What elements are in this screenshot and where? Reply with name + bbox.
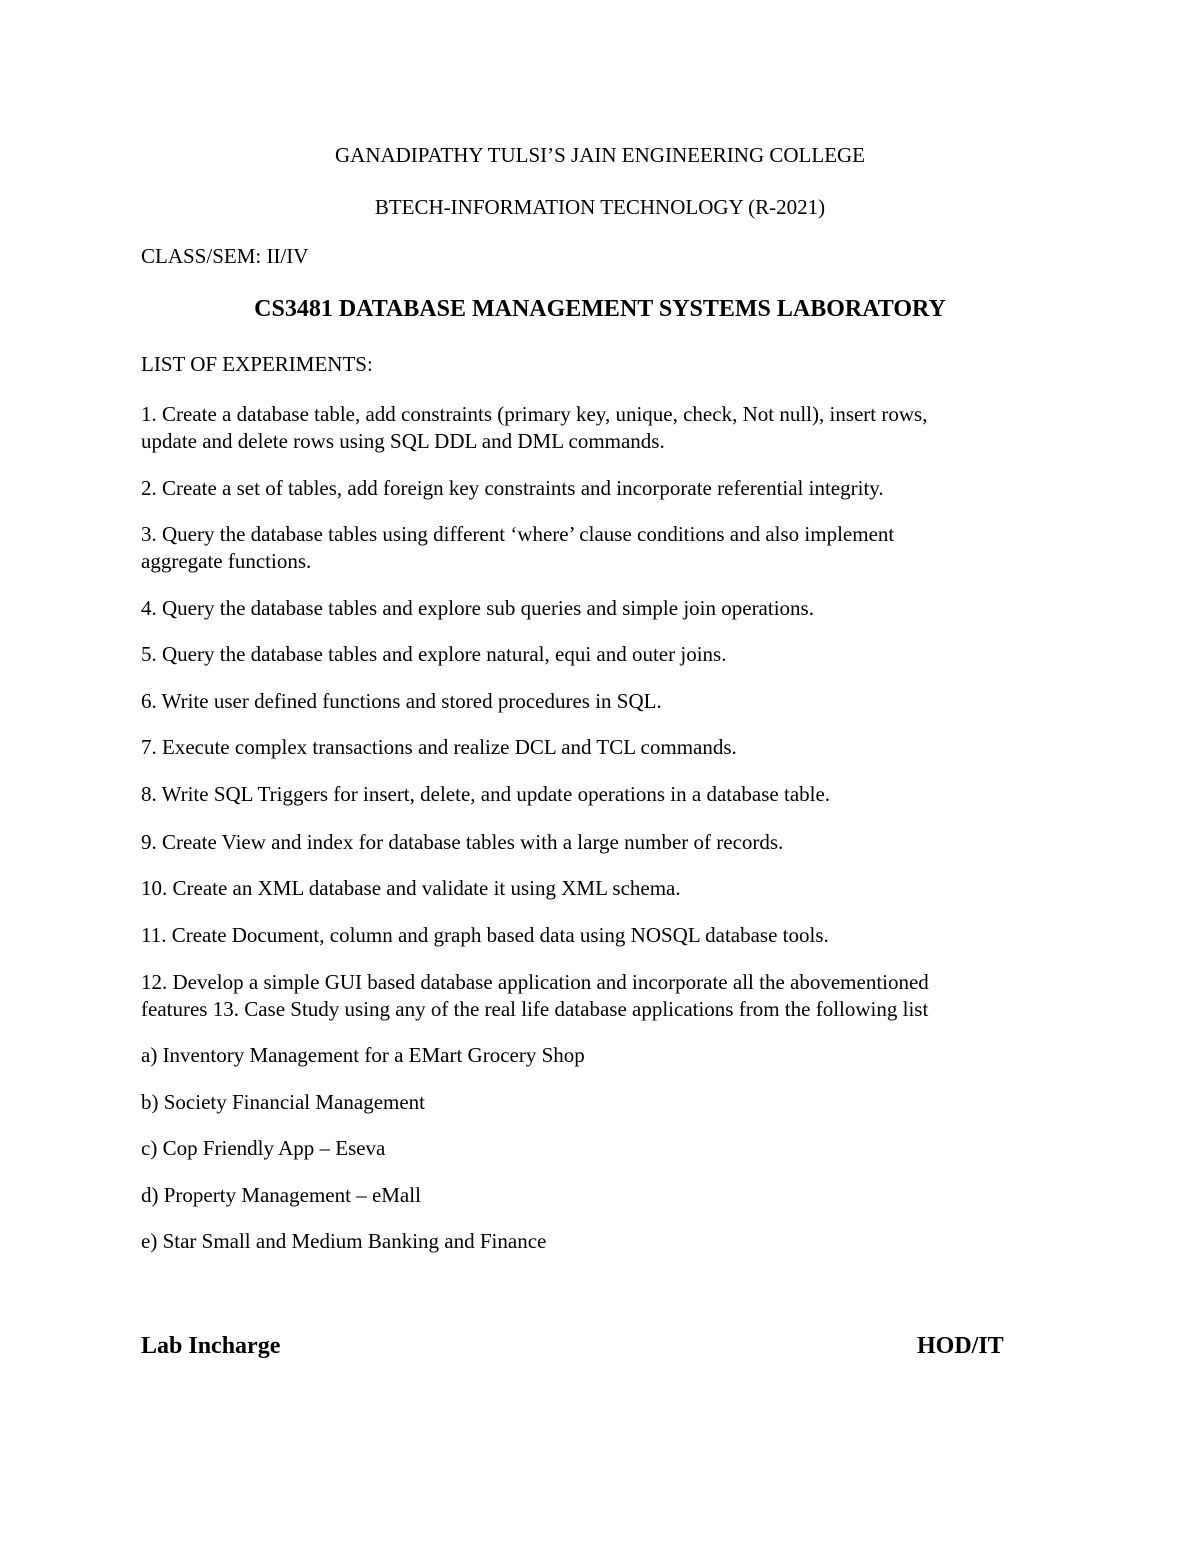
- case-study-a: a) Inventory Management for a EMart Grocery Shop: [141, 1043, 585, 1067]
- experiment-4: 4. Query the database tables and explore sub queries and simple join operations.: [141, 596, 814, 620]
- experiment-2: 2. Create a set of tables, add foreign key constraints and incorporate referential integrity.: [141, 476, 884, 500]
- experiment-1-line-1: 1. Create a database table, add constraints (primary key, unique, check, Not null), insert rows,: [141, 402, 928, 426]
- experiment-8: 8. Write SQL Triggers for insert, delete, and update operations in a database table.: [141, 782, 831, 806]
- experiment-10: 10. Create an XML database and validate it using XML schema.: [141, 876, 681, 900]
- experiment-1-line-2: update and delete rows using SQL DDL and DML commands.: [141, 429, 665, 453]
- college-name: GANADIPATHY TULSI’S JAIN ENGINEERING COLLEGE: [334, 143, 866, 167]
- case-study-d: d) Property Management – eMall: [141, 1183, 421, 1207]
- program-name: BTECH-INFORMATION TECHNOLOGY (R-2021): [374, 195, 826, 219]
- case-study-c: c) Cop Friendly App – Eseva: [141, 1136, 386, 1160]
- experiment-5: 5. Query the database tables and explore natural, equi and outer joins.: [141, 642, 727, 666]
- list-heading: LIST OF EXPERIMENTS:: [141, 352, 373, 376]
- experiment-7: 7. Execute complex transactions and realize DCL and TCL commands.: [141, 735, 737, 759]
- experiment-12-line-2: features 13. Case Study using any of the real life database applications from the following list: [141, 997, 929, 1021]
- experiment-11: 11. Create Document, column and graph based data using NOSQL database tools.: [141, 923, 829, 947]
- experiment-12-line-1: 12. Develop a simple GUI based database application and incorporate all the abovementioned: [141, 970, 929, 994]
- class-sem: CLASS/SEM: II/IV: [141, 244, 309, 268]
- course-title: CS3481 DATABASE MANAGEMENT SYSTEMS LABORATORY: [254, 296, 946, 322]
- case-study-b: b) Society Financial Management: [141, 1090, 426, 1114]
- experiment-3-line-1: 3. Query the database tables using different ‘where’ clause conditions and also implement: [141, 522, 895, 546]
- experiment-6: 6. Write user defined functions and stored procedures in SQL.: [141, 689, 662, 713]
- signature-hod: HOD/IT: [917, 1333, 1004, 1359]
- experiment-9: 9. Create View and index for database tables with a large number of records.: [141, 830, 784, 854]
- signature-lab-incharge: Lab Incharge: [141, 1333, 281, 1359]
- experiment-3-line-2: aggregate functions.: [141, 549, 312, 573]
- case-study-e: e) Star Small and Medium Banking and Finance: [141, 1229, 547, 1253]
